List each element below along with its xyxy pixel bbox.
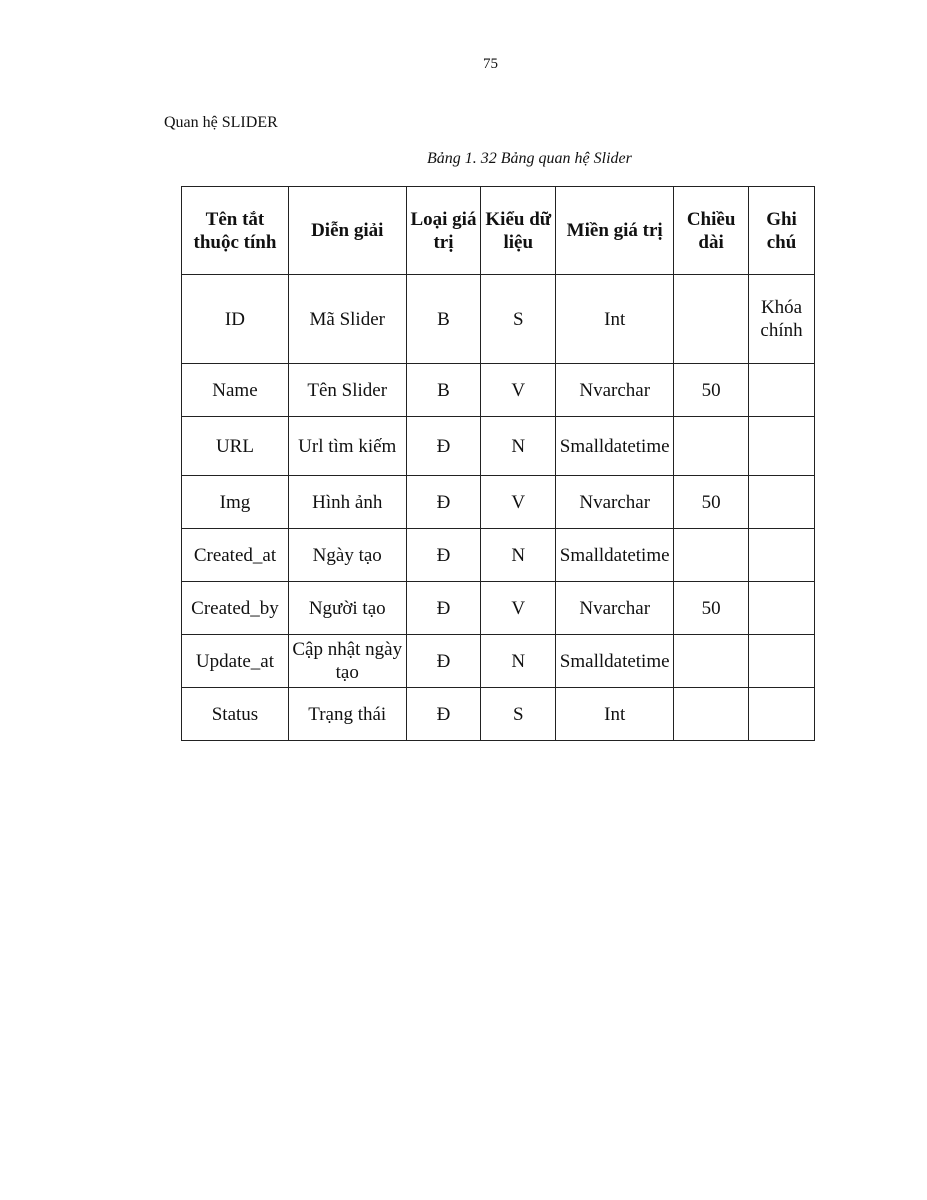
table-row — [182, 688, 815, 741]
table-cell: N — [481, 635, 556, 688]
table-cell: Mã Slider — [288, 275, 406, 364]
header-cell-domain: Miền giá trị — [556, 187, 674, 275]
header-cell-short-name: Tên tắt thuộc tính — [182, 187, 289, 275]
table-cell — [749, 529, 815, 582]
table-cell — [749, 688, 815, 741]
table-row — [182, 582, 815, 635]
table-cell: V — [481, 364, 556, 417]
table-cell — [674, 417, 749, 476]
table-cell: Img — [182, 476, 289, 529]
table-cell — [674, 529, 749, 582]
table-cell: Trạng thái — [288, 688, 406, 741]
header-cell-note: Ghi chú — [749, 187, 815, 275]
table-cell: Nvarchar — [556, 476, 674, 529]
table-row — [182, 529, 815, 582]
table-row — [182, 275, 815, 364]
table-cell: S — [481, 275, 556, 364]
table-cell: Người tạo — [288, 582, 406, 635]
table-cell: Đ — [406, 688, 481, 741]
table-cell: Url tìm kiếm — [288, 417, 406, 476]
table-row — [182, 476, 815, 529]
table-cell: URL — [182, 417, 289, 476]
table-cell: ID — [182, 275, 289, 364]
table-cell: Đ — [406, 582, 481, 635]
table-cell: V — [481, 476, 556, 529]
table-cell: Int — [556, 275, 674, 364]
table-cell: V — [481, 582, 556, 635]
table-cell: Created_by — [182, 582, 289, 635]
table-body — [182, 275, 815, 741]
relation-table — [181, 186, 815, 741]
header-cell-description: Diễn giải — [288, 187, 406, 275]
table-cell: N — [481, 529, 556, 582]
table-cell: Created_at — [182, 529, 289, 582]
table-cell: Đ — [406, 417, 481, 476]
table-cell — [749, 417, 815, 476]
table-cell: B — [406, 275, 481, 364]
table-cell: 50 — [674, 582, 749, 635]
table-cell: Smalldatetime — [556, 529, 674, 582]
table-cell: N — [481, 417, 556, 476]
table-cell: Smalldatetime — [556, 635, 674, 688]
page-number: 75 — [483, 56, 498, 72]
table-cell: Name — [182, 364, 289, 417]
table-cell — [749, 635, 815, 688]
header-cell-data-type: Kiểu dữ liệu — [481, 187, 556, 275]
table-row — [182, 364, 815, 417]
table-cell: Cập nhật ngày tạo — [288, 635, 406, 688]
table-cell — [674, 635, 749, 688]
table-cell: Status — [182, 688, 289, 741]
table-cell: Int — [556, 688, 674, 741]
table-cell: Hình ảnh — [288, 476, 406, 529]
table-cell: Đ — [406, 476, 481, 529]
table-cell: 50 — [674, 476, 749, 529]
table-cell: Đ — [406, 529, 481, 582]
table-cell: 50 — [674, 364, 749, 417]
table-cell — [674, 275, 749, 364]
table-cell: Khóa chính — [749, 275, 815, 364]
table-cell: Nvarchar — [556, 582, 674, 635]
table-caption: Bảng 1. 32 Bảng quan hệ Slider — [427, 150, 632, 167]
table-cell: B — [406, 364, 481, 417]
table-cell: Update_at — [182, 635, 289, 688]
header-cell-length: Chiều dài — [674, 187, 749, 275]
table-row — [182, 417, 815, 476]
table-cell — [749, 476, 815, 529]
table-cell — [674, 688, 749, 741]
table-row — [182, 635, 815, 688]
table-cell: Tên Slider — [288, 364, 406, 417]
header-cell-value-type: Loại giá trị — [406, 187, 481, 275]
table-header — [182, 187, 815, 275]
table-cell: Smalldatetime — [556, 417, 674, 476]
table-cell: Nvarchar — [556, 364, 674, 417]
table-cell — [749, 364, 815, 417]
table-cell: S — [481, 688, 556, 741]
table-cell: Ngày tạo — [288, 529, 406, 582]
header-row — [182, 187, 815, 275]
table-cell — [749, 582, 815, 635]
section-heading: Quan hệ SLIDER — [164, 114, 278, 131]
table-cell: Đ — [406, 635, 481, 688]
